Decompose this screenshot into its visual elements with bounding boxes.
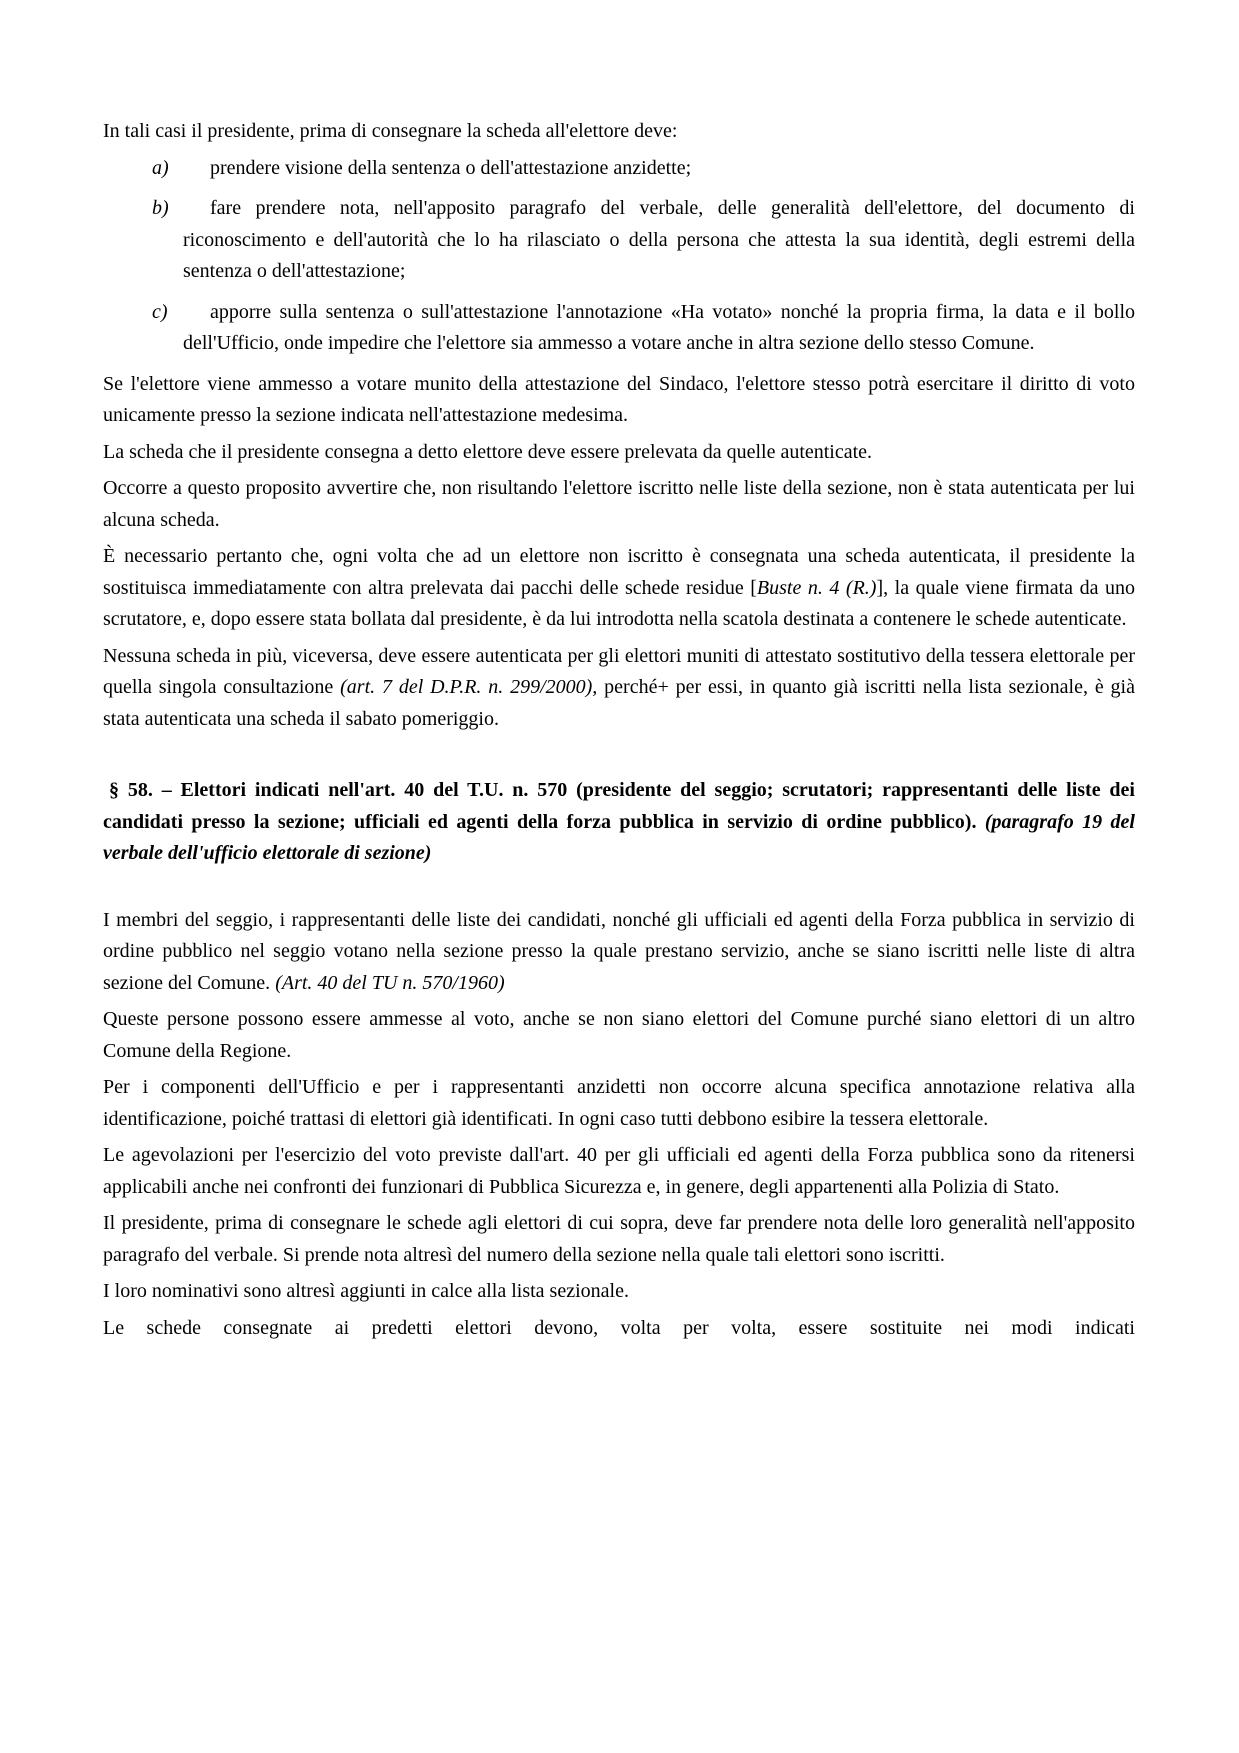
paragraph [103,641,1135,736]
text-segment: (art. 7 del D.P.R. n. 299/2000), [340,676,598,698]
list-item-marker: b) [152,197,169,219]
list-item [103,193,1135,288]
list-item [103,153,1135,185]
section-heading [103,775,1135,870]
text-segment: Le agevolazioni per l'esercizio del voto previste dall'art. 40 per gli ufficiali ed agenti della Forza pubblica sono da ritenersi applicabili anche nei confronti dei funzionari di Pubblica Sicurezza e, in genere, degli appartenenti alla Polizia di Stato. [103,1144,1135,1198]
paragraph [103,369,1135,432]
paragraph [103,905,1135,1000]
text-segment: fare prendere nota, nell'apposito paragrafo del verbale, delle generalità dell'elettore, del documento di riconoscimento e dell'autorità che lo ha rilasciato o della persona che attesta la sua identità, degli estremi della sentenza o dell'attestazione; [183,197,1135,282]
text-segment: prendere visione della sentenza o dell'attestazione anzidette; [210,156,692,179]
text-segment: (Art. 40 del TU n. 570/1960) [275,971,505,994]
text-segment: apporre sulla sentenza o sull'attestazione l'annotazione «Ha votato» nonché la propria firma, la data e il bollo dell'Ufficio, onde impedire che l'elettore sia ammesso a votare anche in altra sezione dello stesso Comune. [183,300,1135,354]
list-item-marker: c) [152,300,168,323]
text-segment: Occorre a questo proposito avvertire che, non risultando l'elettore iscritto nelle liste della sezione, non è stata autenticata per lui alcuna scheda. [103,477,1135,531]
text-segment: Il presidente, prima di consegnare le schede agli elettori di cui sopra, deve far prendere nota delle loro generalità nell'apposito paragrafo del verbale. Si prende nota altresì del numero della sezione nella quale tali elettori sono iscritti. [103,1212,1135,1266]
text-segment: (paragrafo 19 del verbale dell'ufficio elettorale di sezione) [103,810,1135,864]
paragraph [103,473,1135,536]
text-segment: Nessuna scheda in più, viceversa, deve essere autenticata per gli elettori muniti di attestato sostitutivo della tessera elettorale per quella singola consultazione [103,644,1135,698]
paragraph [103,1140,1135,1203]
paragraph [103,1313,1135,1345]
text-segment: I loro nominativi sono altresì aggiunti in calce alla lista sezionale. [103,1280,629,1302]
text-segment: La scheda che il presidente consegna a detto elettore deve essere prelevata da quelle autenticate. [103,440,873,463]
paragraph [103,116,1135,148]
paragraph [103,1072,1135,1135]
paragraph [103,541,1135,636]
text-segment: Buste n. 4 (R.) [756,576,877,599]
text-segment: È necessario pertanto che, ogni volta che ad un elettore non iscritto è consegnata una scheda autenticata, il presidente la sostituisca immediatamente con altra prelevata dai pacchi delle schede residue [ [103,545,1135,599]
text-segment: In tali casi il presidente, prima di consegnare la scheda all'elettore deve: [103,120,678,142]
text-segment: Queste persone possono essere ammesse al voto, anche se non siano elettori del Comune purché siano elettori di un altro Comune della Regione. [103,1008,1135,1062]
paragraph [103,1004,1135,1067]
text-segment: § 58. – Elettori indicati nell'art. 40 del T.U. n. 570 (presidente del seggio; scrutatori; rappresentanti delle liste dei candidati presso la sezione; ufficiali ed agenti della forza pubblica in servizio di ordine pubblico). [103,779,1135,833]
text-segment: Se l'elettore viene ammesso a votare munito della attestazione del Sindaco, l'elettore stesso potrà esercitare il diritto di voto unicamente presso la sezione indicata nell'attestazione medesima. [103,372,1135,426]
document-content [103,116,1135,1344]
paragraph [103,1208,1135,1271]
paragraph [103,437,1135,469]
text-segment: Per i componenti dell'Ufficio e per i rappresentanti anzidetti non occorre alcuna specifica annotazione relativa alla identificazione, poiché trattasi di elettori già identificati. In ogni caso tutti debbono esibire la tessera elettorale. [103,1076,1135,1130]
list-item-marker: a) [152,156,169,179]
text-segment: perché+ per essi, in quanto già iscritti nella lista sezionale, è già stata autenticata una scheda il sabato pomeriggio. [103,676,1135,730]
list-item [103,297,1135,360]
text-segment: ], la quale viene firmata da uno scrutatore, e, dopo essere stata bollata dal presidente, è da lui introdotta nella scatola destinata a contenere le schede autenticate. [103,576,1135,630]
paragraph [103,1276,1135,1308]
text-segment: Le schede consegnate ai predetti elettori devono, volta per volta, essere sostituite nei modi indicati [103,1316,1135,1339]
text-segment: I membri del seggio, i rappresentanti delle liste dei candidati, nonché gli ufficiali ed agenti della Forza pubblica in servizio di ordine pubblico nel seggio votano nella sezione presso la quale prestano servizio, anche se siano iscritti nelle liste di altra sezione del Comune. [103,908,1135,994]
